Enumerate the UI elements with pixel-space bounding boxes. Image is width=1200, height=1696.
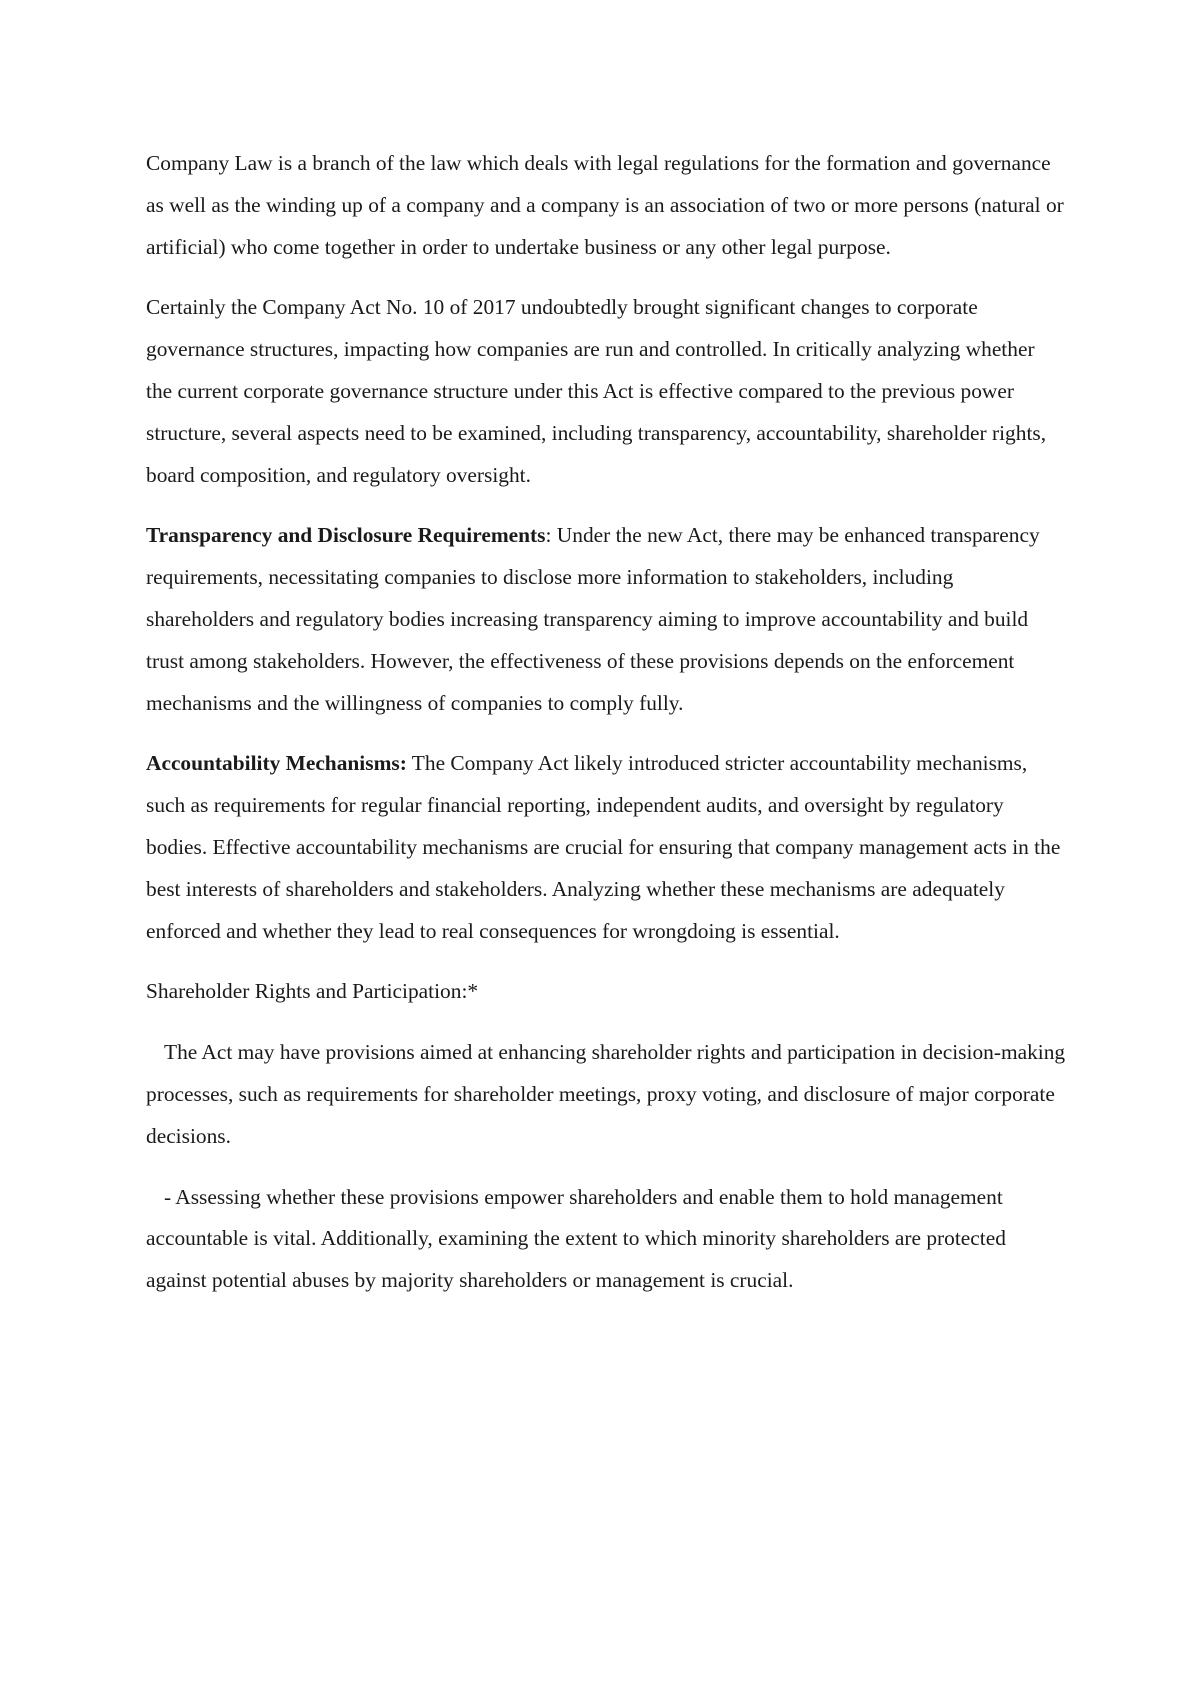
- section-accountability-heading: Accountability Mechanisms:: [146, 751, 407, 776]
- section-transparency-heading: Transparency and Disclosure Requirements: [146, 523, 546, 548]
- section-shareholder-paragraph-1: [146, 1032, 1066, 1157]
- document-body: [146, 143, 1066, 1321]
- section-accountability-body: The Company Act likely introduced stricter accountability mechanisms, such as requirements for regular financial reporting, independent audits, and oversight by regulatory bodies. Effective accountability mechanisms are crucial for ensuring that company management acts in the best interests of shareholders and stakeholders. Analyzing whether these mechanisms are adequately enforced and whether they lead to real consequences for wrongdoing is essential.: [146, 751, 1061, 943]
- paragraph-company-act: Certainly the Company Act No. 10 of 2017 undoubtedly brought significant changes to corporate governance structures, impacting how companies are run and controlled. In critically analyzing whether the current corporate governance structure under this Act is effective compared to the previous power structure, several aspects need to be examined, including transparency, accountability, shareholder rights, board composition, and regulatory oversight.: [146, 295, 1047, 487]
- paragraph-intro: Company Law is a branch of the law which deals with legal regulations for the formation and governance as well as the winding up of a company and a company is an association of two or more persons (natural or artificial) who come together in order to undertake business or any other legal purpose.: [146, 151, 1064, 259]
- section-shareholder-paragraph-1-text: The Act may have provisions aimed at enhancing shareholder rights and participation in decision-making processes, such as requirements for shareholder meetings, proxy voting, and disclosure of major corporate decisions.: [146, 1040, 1066, 1148]
- section-shareholder-paragraph-2: [146, 1177, 1066, 1302]
- section-shareholder-paragraph-2-text: - Assessing whether these provisions empower shareholders and enable them to hold management accountable is vital. Additionally, examining the extent to which minority shareholders are protected against potential abuses by majority shareholders or management is crucial.: [146, 1184, 1006, 1293]
- section-accountability: [146, 743, 1066, 952]
- section-shareholder-heading: Shareholder Rights and Participation:*: [146, 979, 479, 1004]
- section-transparency-body: : Under the new Act, there may be enhanced transparency requirements, necessitating companies to disclose more information to stakeholders, including shareholders and regulatory bodies increasing transparency aiming to improve accountability and build trust among stakeholders. However, the effectiveness of these provisions depends on the enforcement mechanisms and the willingness of companies to comply fully.: [146, 523, 1040, 715]
- section-transparency: [146, 515, 1066, 724]
